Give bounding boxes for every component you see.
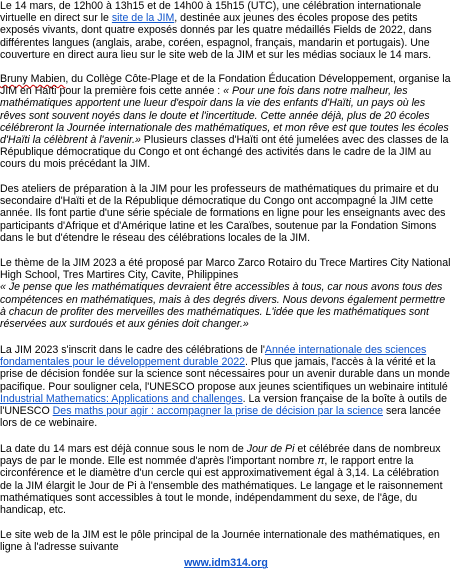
paragraph-unesco xyxy=(0,344,452,429)
link-site-jim[interactable]: site de la JIM xyxy=(111,12,175,25)
link-annee-internationale[interactable]: Année internationale des sciences fondamentales pour le développement durable 2022 xyxy=(0,344,427,369)
text: . Plus que jamais, l'accès à la vérité et la prise de décision fondée sur la science sont nécessaires pour un avenir durable dans un monde pacifique. Pour souligner cela, l'UNESCO propose aux jeunes scientifiques un webinaire intitulé xyxy=(0,356,450,393)
link-industrial-mathematics[interactable]: Industrial Mathematics: Applications and challenges xyxy=(0,392,243,405)
text: La JIM 2023 s'inscrit dans le cadre des célébrations de l' xyxy=(0,344,265,356)
text: Le 14 mars, de 12h00 à 13h15 et de 14h00 à 15h15 (UTC), une célébration internationale virtuelle en direct sur le xyxy=(0,0,422,25)
text: , destinée aux jeunes des écoles propose des petits exposés vivants, dont quatre exposés donnés par les quatre médaillés Fields de 2022, dans différentes langues (anglais, arabe, coréen, espagnol, français, mandarin et portugais). Une couverture en direct aura lieu sur le site web de la JIM et sur les médias sociaux le 14 mars. xyxy=(0,12,432,61)
paragraph-pi-day xyxy=(0,443,452,516)
paragraph-haiti xyxy=(0,73,452,171)
paragraph-workshops xyxy=(0,183,452,244)
text: Des ateliers de préparation à la JIM pour les professeurs de mathématiques du primaire et du secondaire d'Haïti et de la République démocratique du Congo ont accompagné la JIM cette année. Ils font partie d'une série spéciale de formations en ligne pour les enseignants avec des participants d'Afrique et d'Amérique latine et les Caraïbes, soutenue par la Fondation Simons dans le but d'étendre le réseau des célébrations locales de la JIM. xyxy=(0,183,446,244)
text: Plusieurs classes d'Haïti ont été jumelées avec des classes de la République démocratique du Congo et ont échangé des activités dans le cadre de la JIM au cours du mois précédant la JIM. xyxy=(0,134,449,171)
text: La date du 14 mars est déjà connue sous le nom de xyxy=(0,443,247,455)
text: Le site web de la JIM est le pôle principal de la Journée internationale des mathématiques, en ligne à l'adresse suivante xyxy=(0,529,440,554)
text: et célébrée dans de nombreux pays de par le monde. Elle est nommée d'après l'important nombre xyxy=(0,443,441,468)
text: , le rapport entre la circonférence et le diamètre d'un cercle qui est approximativement égal à 3,14. La célébration de la JIM élargit le Jour de Pi à l'ensemble des mathématiques. Le langage et le raisonnement mathématiques sont accessibles à tout le monde, indépendamment du sexe, de l'âge, du handicap, etc. xyxy=(0,455,443,517)
text: sera lancée lors de ce webinaire. xyxy=(0,405,441,430)
term-jour-de-pi: Jour de Pi xyxy=(246,443,295,455)
paragraph-theme xyxy=(0,257,452,330)
paragraph-live-celebration xyxy=(0,0,452,61)
person-name: Bruny Mabien xyxy=(0,73,66,85)
text: . La version française de la boîte à outils de l'UNESCO xyxy=(0,392,447,418)
symbol-pi: π xyxy=(317,455,325,468)
link-website-url[interactable]: www.idm314.org xyxy=(184,557,268,570)
paragraph-website xyxy=(0,529,452,570)
text: Le thème de la JIM 2023 a été proposé par Marco Zarco Rotairo du Trece Martires City National High School, Tres Martires City, Cavite, Philippines xyxy=(0,257,451,282)
link-des-maths-pour-agir[interactable]: Des maths pour agir : accompagner la prise de décision par la science xyxy=(52,405,383,418)
quote: « Pour une fois dans notre malheur, les mathématiques apportent une lueur d'espoir dans la vie des enfants d'Haïti, un pays où les rêves sont souvent noyés dans le doute et l'incertitude. Cette année déjà, plus de 20 écoles célébreront la Journée internationale des mathématiques, et mon rêve est que toutes les écoles d'Haïti la célèbrent à l'avenir.» xyxy=(0,85,449,147)
text: , du Collège Côte-Plage et de la Fondation Éducation Développement, organise la JIM en Haïti pour la première fois cette année : xyxy=(0,73,451,98)
quote: « Je pense que les mathématiques devraient être accessibles à tous, car nous avons tous des compétences en mathématiques, mais à des degrés divers. Nous devons également permettre à chacun de profiter des merveilles des mathématiques. L'idée que les mathématiques sont réservées aux surdoués et aux génies doit changer.» xyxy=(0,281,446,331)
